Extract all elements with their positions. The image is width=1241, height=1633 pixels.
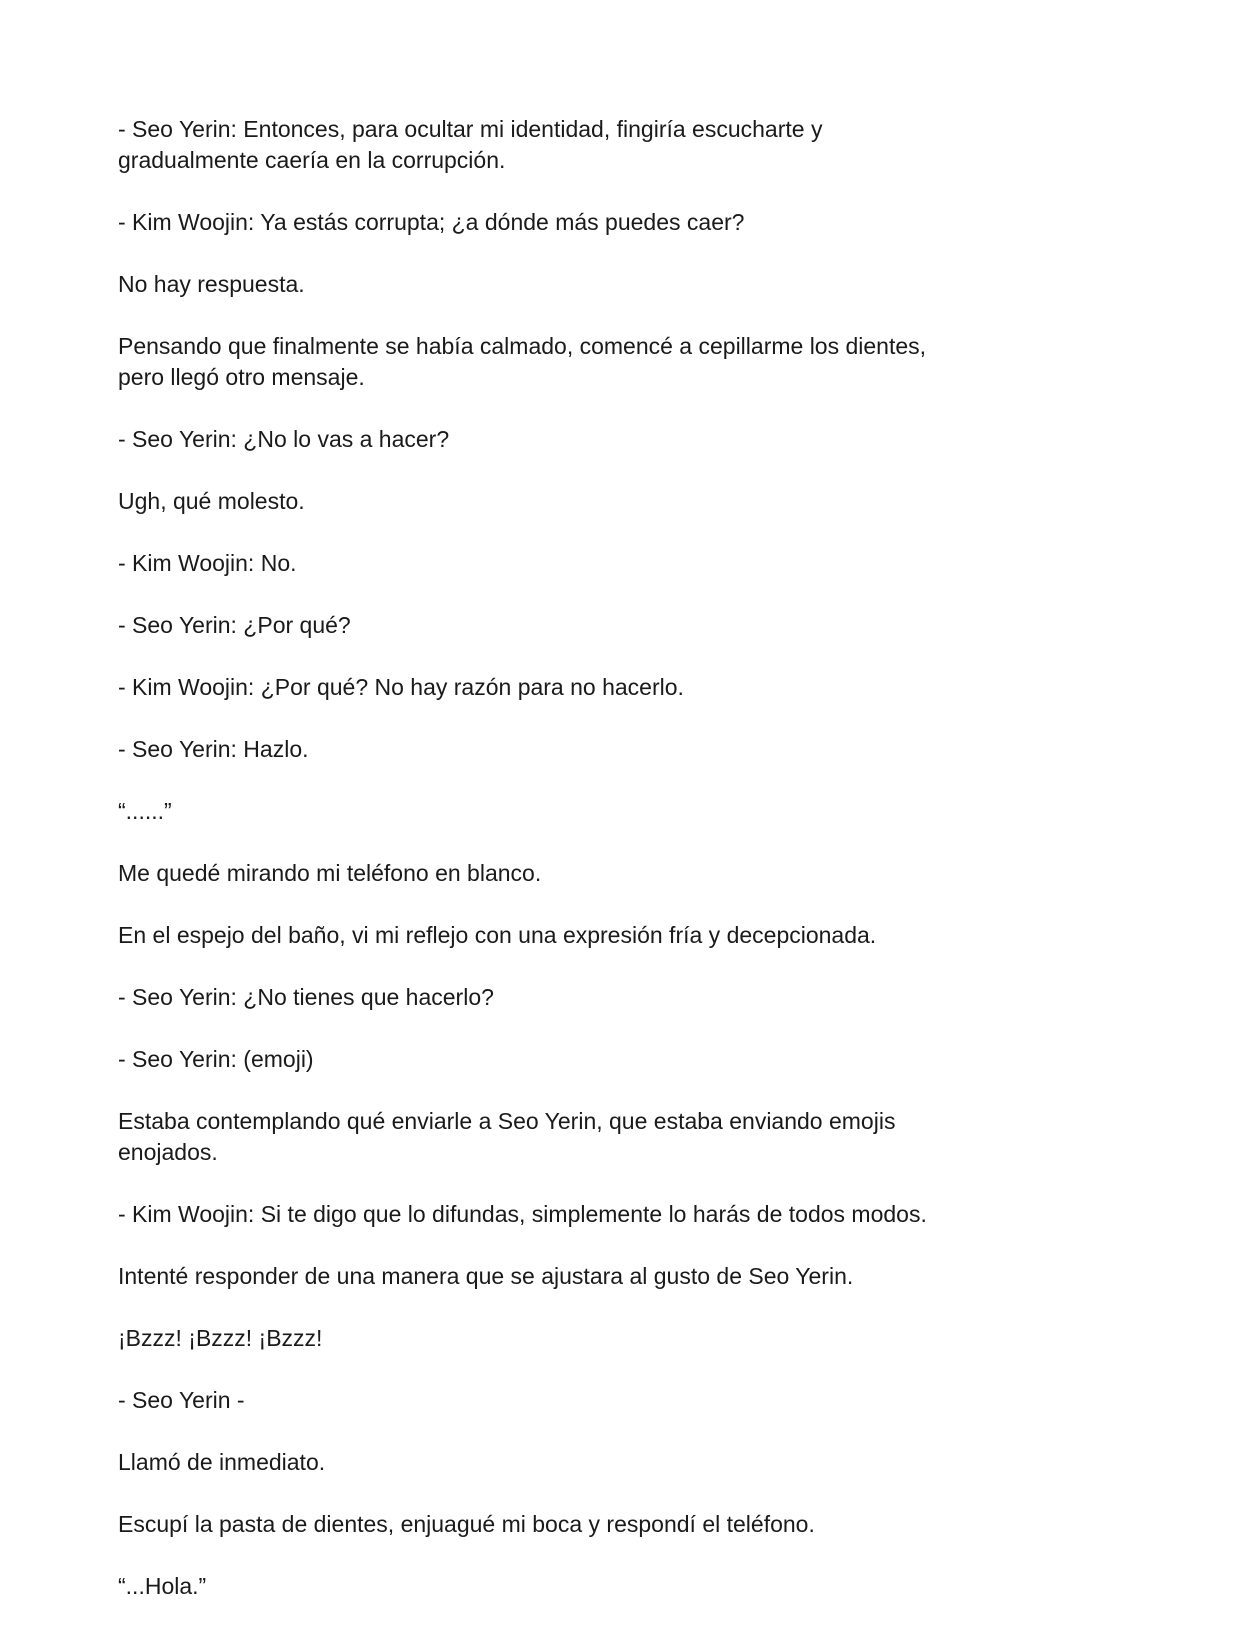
paragraph: - Seo Yerin: ¿No lo vas a hacer? bbox=[118, 426, 450, 452]
paragraph: ¡Bzzz! ¡Bzzz! ¡Bzzz! bbox=[118, 1325, 323, 1351]
paragraph: Estaba contemplando qué enviarle a Seo Yerin, que estaba enviando emojis enojados. bbox=[118, 1108, 896, 1165]
paragraph: Me quedé mirando mi teléfono en blanco. bbox=[118, 860, 542, 886]
paragraph: - Kim Woojin: No. bbox=[118, 550, 297, 576]
paragraph: - Seo Yerin: (emoji) bbox=[118, 1046, 314, 1072]
paragraph: - Seo Yerin: Hazlo. bbox=[118, 736, 309, 762]
paragraph: - Kim Woojin: ¿Por qué? No hay razón para no hacerlo. bbox=[118, 674, 684, 700]
paragraph: Llamó de inmediato. bbox=[118, 1449, 326, 1475]
paragraph: - Seo Yerin - bbox=[118, 1387, 245, 1413]
paragraph: - Seo Yerin: ¿Por qué? bbox=[118, 612, 351, 638]
paragraph: - Kim Woojin: Si te digo que lo difundas, simplemente lo harás de todos modos. bbox=[118, 1201, 927, 1227]
paragraph: - Kim Woojin: Ya estás corrupta; ¿a dónde más puedes caer? bbox=[118, 209, 745, 235]
document-body bbox=[118, 114, 1118, 1633]
paragraph: “......” bbox=[118, 798, 172, 824]
paragraph: - Seo Yerin: ¿No tienes que hacerlo? bbox=[118, 984, 494, 1010]
paragraph: Escupí la pasta de dientes, enjuagué mi boca y respondí el teléfono. bbox=[118, 1511, 815, 1537]
paragraph: Pensando que finalmente se había calmado, comencé a cepillarme los dientes, pero llegó otro mensaje. bbox=[118, 333, 927, 390]
paragraph: No hay respuesta. bbox=[118, 271, 305, 297]
paragraph: Ugh, qué molesto. bbox=[118, 488, 305, 514]
paragraph: Intenté responder de una manera que se ajustara al gusto de Seo Yerin. bbox=[118, 1263, 854, 1289]
paragraph: “...Hola.” bbox=[118, 1573, 207, 1599]
paragraph: - Seo Yerin: Entonces, para ocultar mi identidad, fingiría escucharte y gradualmente caería en la corrupción. bbox=[118, 116, 823, 173]
paragraph: En el espejo del baño, vi mi reflejo con una expresión fría y decepcionada. bbox=[118, 922, 877, 948]
